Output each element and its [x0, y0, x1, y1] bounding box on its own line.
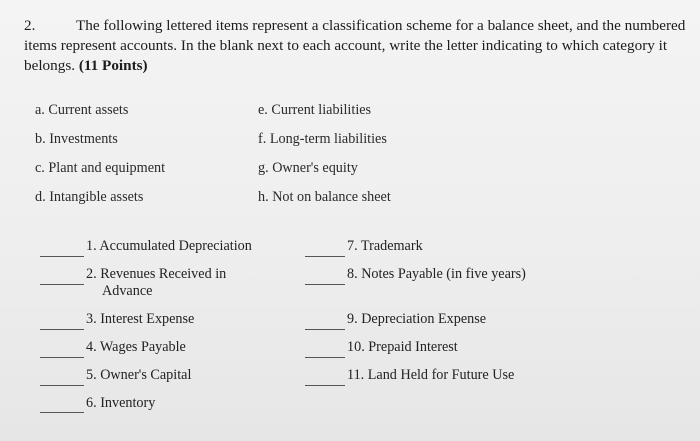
- category-e: e. Current liabilities: [258, 102, 372, 118]
- account-3: [86, 311, 261, 328]
- question-text: The following lettered items represent a classification scheme for a balance sheet, and the numbered items represent accounts. In the blank next to each account, write the letter indicating to which category it belongs.: [24, 17, 686, 74]
- account-8-label: 8. Notes Payable (in five years): [347, 266, 526, 282]
- account-7-label: 7. Trademark: [347, 238, 423, 254]
- category-a: a. Current assets: [35, 102, 129, 118]
- answer-blank-6[interactable]: [40, 412, 84, 413]
- account-9-label: 9. Depreciation Expense: [347, 311, 487, 327]
- category-f: f. Long-term liabilities: [258, 131, 387, 147]
- account-6: [86, 395, 261, 412]
- account-1: [86, 238, 261, 255]
- category-d: d. Intangible assets: [35, 189, 144, 205]
- account-11: [347, 367, 514, 384]
- account-2-label: 2. Revenues Received in: [86, 266, 227, 282]
- category-b: b. Investments: [35, 131, 118, 147]
- answer-blank-4[interactable]: [40, 357, 84, 358]
- question-number: 2.: [24, 17, 36, 34]
- answer-blank-10[interactable]: [305, 357, 345, 358]
- account-3-label: 3. Interest Expense: [86, 311, 195, 327]
- question-points: (11 Points): [78, 57, 148, 74]
- account-2-label-cont: Advance: [102, 283, 153, 299]
- answer-blank-2[interactable]: [40, 284, 84, 285]
- category-g: g. Owner's equity: [258, 160, 358, 176]
- account-8: [347, 266, 526, 283]
- account-1-label: 1. Accumulated Depreciation: [86, 238, 252, 254]
- account-7: [347, 238, 423, 255]
- category-h: h. Not on balance sheet: [258, 189, 391, 205]
- account-10-label: 10. Prepaid Interest: [347, 339, 458, 355]
- account-10: [347, 339, 458, 356]
- answer-blank-5[interactable]: [40, 385, 84, 386]
- account-9: [347, 311, 486, 328]
- question-prompt: [24, 16, 696, 76]
- account-4: [86, 339, 261, 356]
- account-6-label: 6. Inventory: [86, 395, 156, 411]
- category-c: c. Plant and equipment: [35, 160, 166, 176]
- answer-blank-9[interactable]: [305, 329, 345, 330]
- account-2: [86, 266, 277, 300]
- account-5-label: 5. Owner's Capital: [86, 367, 192, 383]
- answer-blank-11[interactable]: [305, 385, 345, 386]
- answer-blank-3[interactable]: [40, 329, 84, 330]
- account-5: [86, 367, 261, 384]
- account-11-label: 11. Land Held for Future Use: [347, 367, 515, 383]
- answer-blank-7[interactable]: [305, 256, 345, 257]
- answer-blank-1[interactable]: [40, 256, 84, 257]
- account-4-label: 4. Wages Payable: [86, 339, 186, 355]
- answer-blank-8[interactable]: [305, 284, 345, 285]
